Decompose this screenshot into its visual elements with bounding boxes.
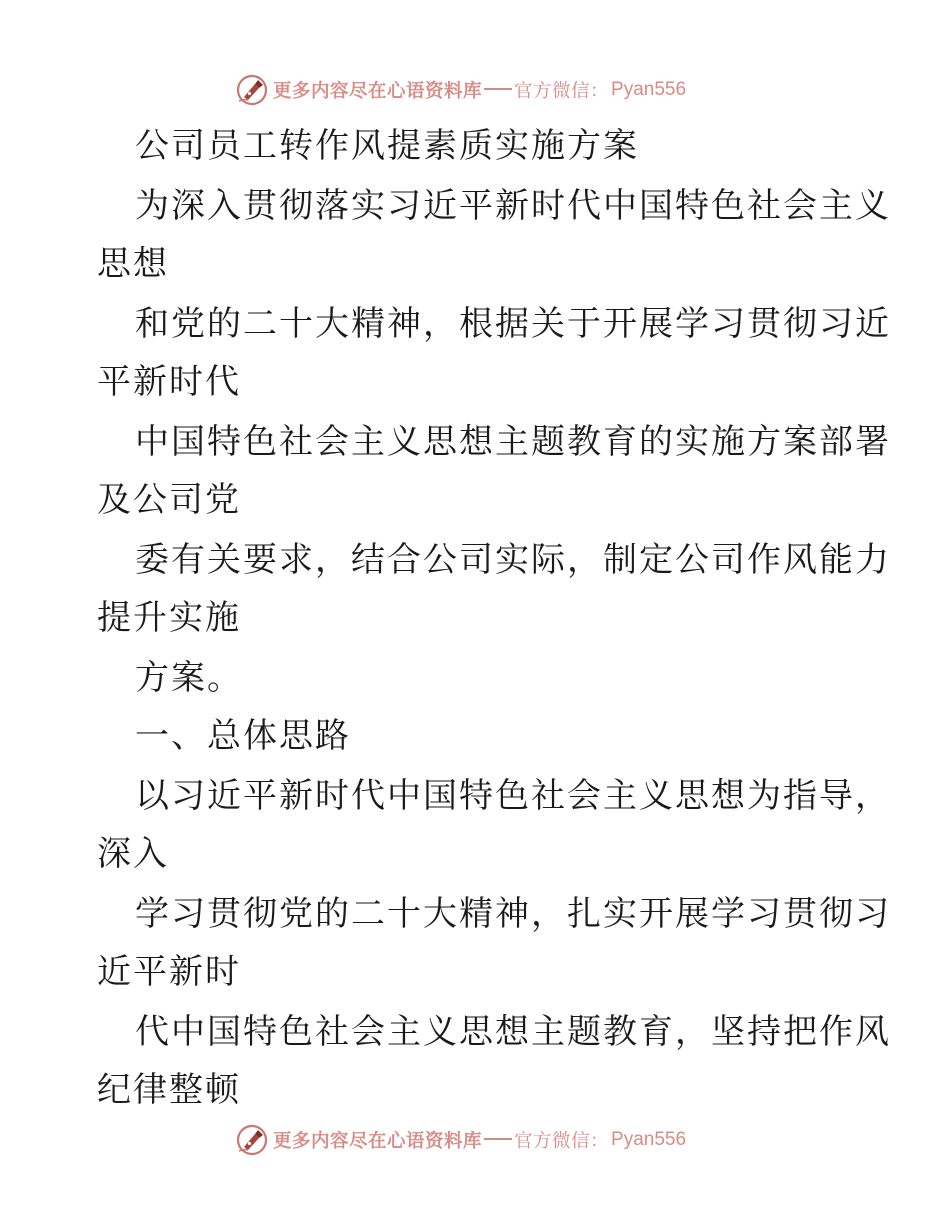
watermark-dash [484, 1138, 512, 1140]
pen-nib-logo-icon [235, 73, 269, 107]
document-title: 公司员工转作风提素质实施方案 [135, 126, 639, 166]
paragraph-line: 和党的二十大精神，根据关于开展学习贯彻习近 [135, 304, 891, 344]
watermark-dash [484, 88, 512, 90]
watermark-footer [235, 1122, 686, 1158]
paragraph-line: 提升实施 [97, 598, 241, 638]
paragraph-line: 深入 [97, 834, 169, 874]
paragraph-line: 委有关要求，结合公司实际，制定公司作风能力 [135, 540, 891, 580]
watermark-wechat-id: Pyan556 [611, 1129, 687, 1150]
paragraph-line: 近平新时 [97, 952, 241, 992]
watermark-wechat-label: 官方微信： [514, 1131, 610, 1152]
watermark-wechat-label: 官方微信： [514, 81, 610, 102]
paragraph-line: 以习近平新时代中国特色社会主义思想为指导， [135, 776, 891, 816]
paragraph-line: 及公司党 [97, 480, 241, 520]
paragraph-line: 代中国特色社会主义思想主题教育，坚持把作风 [135, 1012, 891, 1052]
paragraph-line: 中国特色社会主义思想主题教育的实施方案部署 [135, 422, 891, 462]
paragraph-line: 纪律整顿 [97, 1070, 241, 1110]
paragraph-line: 平新时代 [97, 362, 241, 402]
watermark-header [235, 72, 686, 108]
paragraph-line: 思想 [97, 244, 169, 284]
watermark-wechat-id: Pyan556 [611, 79, 687, 100]
pen-nib-logo-icon [235, 1123, 269, 1157]
watermark-main-text: 更多内容尽在心语资料库 [273, 81, 483, 102]
paragraph-line: 学习贯彻党的二十大精神，扎实开展学习贯彻习 [135, 894, 891, 934]
paragraph-line: 方案。 [135, 658, 243, 698]
watermark-main-text: 更多内容尽在心语资料库 [273, 1131, 483, 1152]
section-heading: 一、总体思路 [135, 716, 351, 756]
paragraph-line: 为深入贯彻落实习近平新时代中国特色社会主义 [135, 186, 891, 226]
